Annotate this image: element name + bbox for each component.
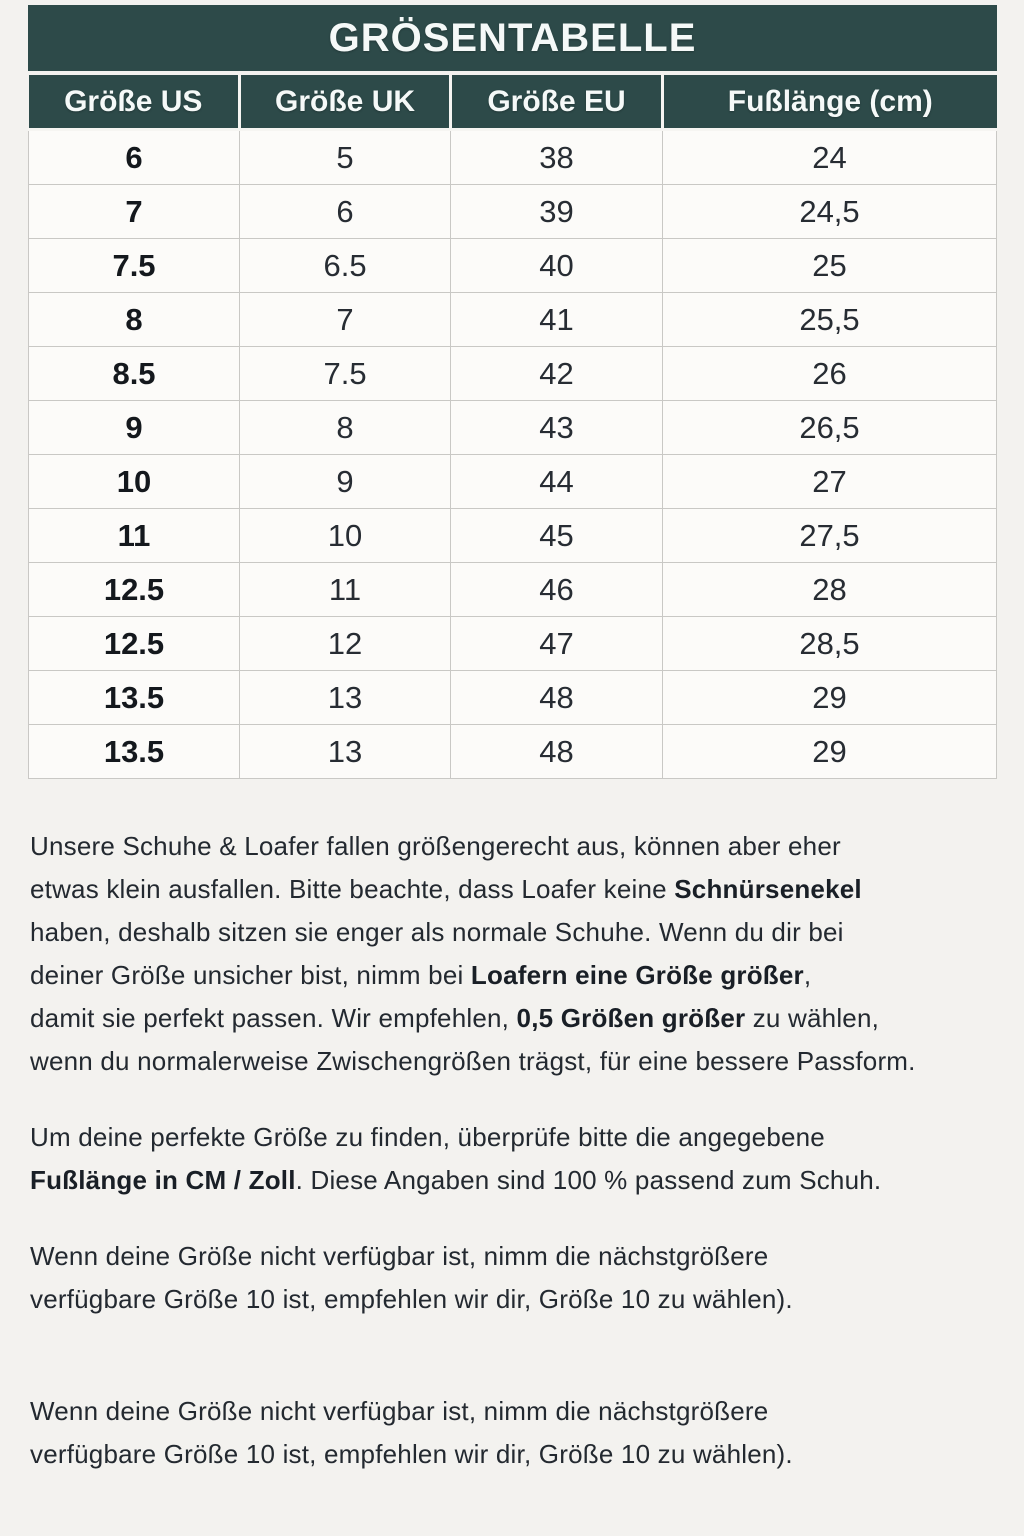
table-cell: 41 xyxy=(451,293,663,347)
table-cell: 44 xyxy=(451,455,663,509)
table-cell: 48 xyxy=(451,725,663,779)
text: Unsere Schuhe & Loafer fallen größengerecht aus, können aber eher xyxy=(30,831,841,861)
text: . Diese Angaben sind 100 % passend zum Schuh. xyxy=(295,1165,882,1195)
table-row xyxy=(29,617,997,671)
table-row xyxy=(29,563,997,617)
size-chart-table xyxy=(28,75,997,779)
table-row xyxy=(29,185,997,239)
paragraph xyxy=(30,1116,996,1202)
bold-text: Loafern eine Größe größer xyxy=(470,960,804,990)
table-cell: 24,5 xyxy=(663,185,997,239)
table-cell: 26,5 xyxy=(663,401,997,455)
text: Um deine perfekte Größe zu finden, überprüfe bitte die angegebene xyxy=(30,1122,825,1152)
text: verfügbare Größe 10 ist, empfehlen wir dir, Größe 10 zu wählen). xyxy=(30,1284,793,1314)
text: haben, deshalb sitzen sie enger als normale Schuhe. Wenn du dir bei xyxy=(30,917,844,947)
table-row xyxy=(29,293,997,347)
table-cell: 48 xyxy=(451,671,663,725)
text: Wenn deine Größe nicht verfügbar ist, nimm die nächstgrößere xyxy=(30,1396,769,1426)
table-cell: 29 xyxy=(663,725,997,779)
text-section xyxy=(28,779,997,1476)
text: etwas klein ausfallen. Bitte beachte, dass Loafer keine xyxy=(30,874,675,904)
table-cell: 8 xyxy=(29,293,240,347)
table-cell: 39 xyxy=(451,185,663,239)
bold-text: Fußlänge in CM / Zoll xyxy=(30,1165,296,1195)
table-row xyxy=(29,725,997,779)
table-cell: 25,5 xyxy=(663,293,997,347)
table-row xyxy=(29,671,997,725)
text: , xyxy=(803,960,812,990)
table-cell: 9 xyxy=(29,401,240,455)
table-cell: 28 xyxy=(663,563,997,617)
table-cell: 8 xyxy=(240,401,451,455)
table-cell: 5 xyxy=(240,130,451,185)
table-cell: 42 xyxy=(451,347,663,401)
table-cell: 11 xyxy=(240,563,451,617)
table-cell: 13.5 xyxy=(29,725,240,779)
paragraph xyxy=(30,1390,996,1476)
bold-text: 0,5 Größen größer xyxy=(516,1003,746,1033)
text: verfügbare Größe 10 ist, empfehlen wir dir, Größe 10 zu wählen). xyxy=(30,1439,793,1469)
table-cell: 10 xyxy=(240,509,451,563)
text: zu wählen, xyxy=(745,1003,880,1033)
column-header: Fußlänge (cm) xyxy=(663,75,997,130)
table-cell: 13.5 xyxy=(29,671,240,725)
column-header: Größe EU xyxy=(451,75,663,130)
table-cell: 43 xyxy=(451,401,663,455)
table-cell: 12.5 xyxy=(29,563,240,617)
table-row xyxy=(29,130,997,185)
table-header-row xyxy=(29,75,997,130)
text: Wenn deine Größe nicht verfügbar ist, nimm die nächstgrößere xyxy=(30,1241,769,1271)
table-cell: 27 xyxy=(663,455,997,509)
text: damit sie perfekt passen. Wir empfehlen, xyxy=(30,1003,517,1033)
table-cell: 29 xyxy=(663,671,997,725)
table-cell: 40 xyxy=(451,239,663,293)
table-cell: 7.5 xyxy=(29,239,240,293)
table-cell: 13 xyxy=(240,725,451,779)
column-header: Größe US xyxy=(29,75,240,130)
table-cell: 12 xyxy=(240,617,451,671)
table-row xyxy=(29,239,997,293)
table-cell: 27,5 xyxy=(663,509,997,563)
bold-text: Schnürsenekel xyxy=(674,874,862,904)
table-cell: 7 xyxy=(240,293,451,347)
table-cell: 6 xyxy=(240,185,451,239)
table-cell: 24 xyxy=(663,130,997,185)
table-row xyxy=(29,455,997,509)
table-cell: 10 xyxy=(29,455,240,509)
table-body xyxy=(29,130,997,779)
table-cell: 46 xyxy=(451,563,663,617)
table-cell: 26 xyxy=(663,347,997,401)
table-cell: 47 xyxy=(451,617,663,671)
table-cell: 45 xyxy=(451,509,663,563)
table-cell: 28,5 xyxy=(663,617,997,671)
text: deiner Größe unsicher bist, nimm bei xyxy=(30,960,471,990)
table-cell: 11 xyxy=(29,509,240,563)
table-cell: 38 xyxy=(451,130,663,185)
text: wenn du normalerweise Zwischengrößen trägst, für eine bessere Passform. xyxy=(30,1046,916,1076)
column-header: Größe UK xyxy=(240,75,451,130)
table-cell: 6 xyxy=(29,130,240,185)
table-row xyxy=(29,509,997,563)
table-cell: 25 xyxy=(663,239,997,293)
table-cell: 8.5 xyxy=(29,347,240,401)
table-row xyxy=(29,401,997,455)
table-cell: 12.5 xyxy=(29,617,240,671)
table-cell: 6.5 xyxy=(240,239,451,293)
table-row xyxy=(29,347,997,401)
paragraph xyxy=(30,825,996,1083)
table-cell: 9 xyxy=(240,455,451,509)
paragraph xyxy=(30,1235,996,1321)
size-chart-title: GRÖSENTABELLE xyxy=(28,5,997,71)
table-cell: 13 xyxy=(240,671,451,725)
table-cell: 7 xyxy=(29,185,240,239)
table-cell: 7.5 xyxy=(240,347,451,401)
